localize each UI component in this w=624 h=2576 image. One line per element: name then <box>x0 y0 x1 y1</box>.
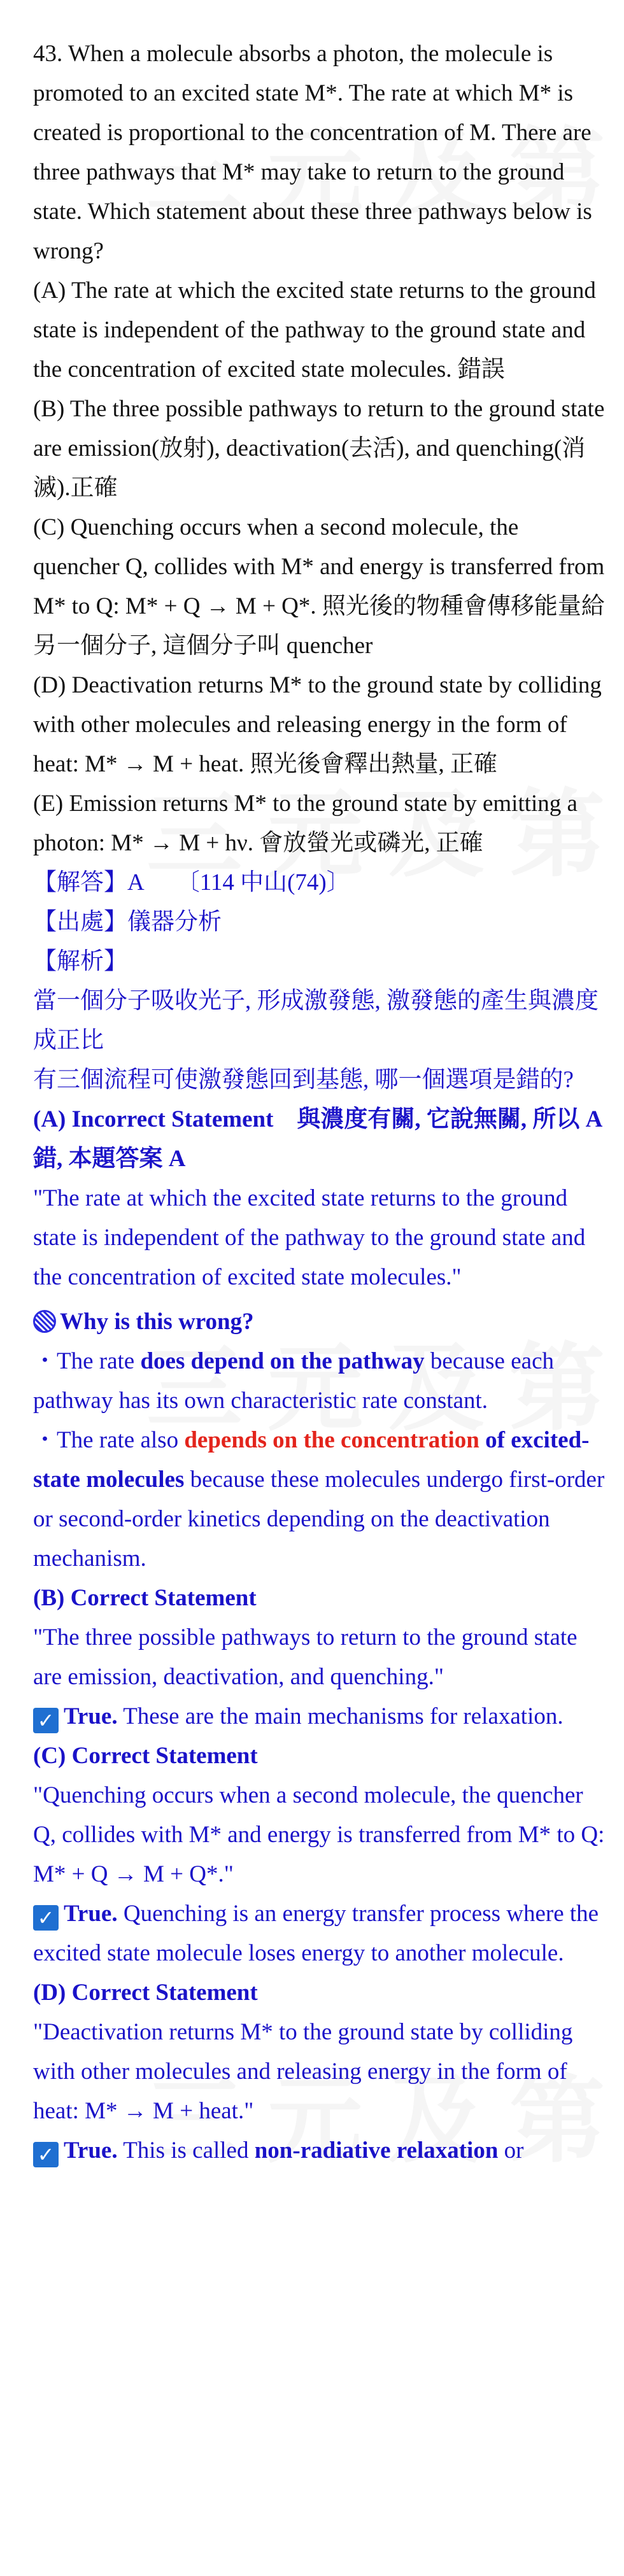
analysis-intro-2: 有三個流程可使激發態回到基態, 哪一個選項是錯的? <box>33 1067 574 1093</box>
section-d-true-post: or <box>498 2137 524 2164</box>
option-a: (A) The rate at which the excited state returns to the ground state is independent of the pathway to the ground state and the concentration of excited state molecules. 錯誤 <box>33 278 596 383</box>
option-e: (E) Emission returns M* to the ground state by emitting a photon: M* → M + hν. 會放螢光或磷光, 正確 <box>33 791 578 856</box>
section-b-true <box>33 1697 606 1736</box>
bullet-pathway-bold: does depend on the pathway <box>140 1348 425 1374</box>
bullet-pathway <box>33 1342 606 1421</box>
bullet-concentration <box>33 1421 606 1579</box>
section-b-heading: (B) Correct Statement <box>33 1585 257 1611</box>
option-c: (C) Quenching occurs when a second molecule, the quencher Q, collides with M* and energy is transferred from M* to Q: M* + Q → M + Q*. 照光後的物種會傳移能量給另一個分子, 這個分子叫 quencher <box>33 514 605 659</box>
analysis-intro-1: 當一個分子吸收光子, 形成激發態, 激發態的產生與濃度成正比 <box>33 988 599 1053</box>
bullet-concentration-post: because these molecules undergo first-order or second-order kinetics depending on the deactivation mechanism. <box>33 1467 605 1572</box>
explain-label: 【解析】 <box>33 948 127 975</box>
section-d-true <box>33 2131 606 2171</box>
section-c-true-label: True. <box>64 1901 118 1927</box>
section-d-heading: (D) Correct Statement <box>33 1980 258 2006</box>
checkbox-icon: ✓ <box>33 1708 59 1733</box>
bullet-pathway-pre: ・The rate <box>33 1348 141 1374</box>
option-b: (B) The three possible pathways to return to the ground state are emission(放射), deactivation(去活), and quenching(消滅).正確 <box>33 396 605 501</box>
checkbox-icon: ✓ <box>33 1905 59 1931</box>
bullet-concentration-pre: ・The rate also <box>33 1427 185 1453</box>
section-b-true-label: True. <box>64 1703 118 1729</box>
answer-source-ref: 〔114 中山(74)〕 <box>176 869 350 896</box>
why-wrong-heading <box>33 1302 606 1342</box>
section-c-heading: (C) Correct Statement <box>33 1743 258 1769</box>
bullet-concentration-bold: of excited-state molecules <box>33 1427 590 1493</box>
section-b-quote: "The three possible pathways to return to the ground state are emission, deactivation, and quenching." <box>33 1624 578 1690</box>
section-d-true-bold: non-radiative relaxation <box>254 2137 499 2164</box>
origin-line <box>33 903 606 942</box>
bullet-concentration-red: depends on the concentration <box>184 1427 479 1453</box>
section-d-quote: "Deactivation returns M* to the ground state by colliding with other molecules and releasing energy in the form of heat: M* → M + heat." <box>33 2019 573 2124</box>
origin-value: 儀器分析 <box>127 909 222 935</box>
section-d-true-pre: This is called <box>117 2137 255 2164</box>
section-a-quote: "The rate at which the excited state returns to the ground state is independent of the pathway to the ground state and the concentration of excited state molecules." <box>33 1185 586 1290</box>
checkbox-icon: ✓ <box>33 2142 59 2167</box>
section-b-true-text: These are the main mechanisms for relaxation. <box>117 1703 564 1729</box>
answer-label: 【解答】A <box>33 869 145 896</box>
origin-label: 【出處】 <box>33 909 127 935</box>
option-d: (D) Deactivation returns M* to the ground state by colliding with other molecules and releasing energy in the form of heat: M* → M + heat. 照光後會釋出熱量, 正確 <box>33 672 602 777</box>
section-c-quote: "Quenching occurs when a second molecule, the quencher Q, collides with M* and energy is transferred from M* to Q: M* + Q → M + Q*." <box>33 1782 605 1887</box>
hatched-circle-icon <box>33 1310 56 1333</box>
section-d-true-label: True. <box>64 2137 118 2164</box>
section-a-heading: (A) Incorrect Statement 與濃度有關, 它說無關, 所以 A 錯, 本題答案 A <box>33 1106 602 1172</box>
answer-line <box>33 863 606 903</box>
question-stem: 43. When a molecule absorbs a photon, the molecule is promoted to an excited state M*. The rate at which M* is created is proportional to the concentration of M. There are three pathways that M* may take to return to the ground state. Which statement about these three pathways below is wrong? <box>33 41 592 264</box>
bullet-pathway-post: because each pathway has its own characteristic rate constant. <box>33 1348 554 1414</box>
section-c-true-text: Quenching is an energy transfer process where the excited state molecule loses energy to another molecule. <box>33 1901 599 1966</box>
section-c-true <box>33 1894 606 1973</box>
document-body <box>33 34 606 2171</box>
why-wrong-text: Why is this wrong? <box>60 1309 254 1335</box>
